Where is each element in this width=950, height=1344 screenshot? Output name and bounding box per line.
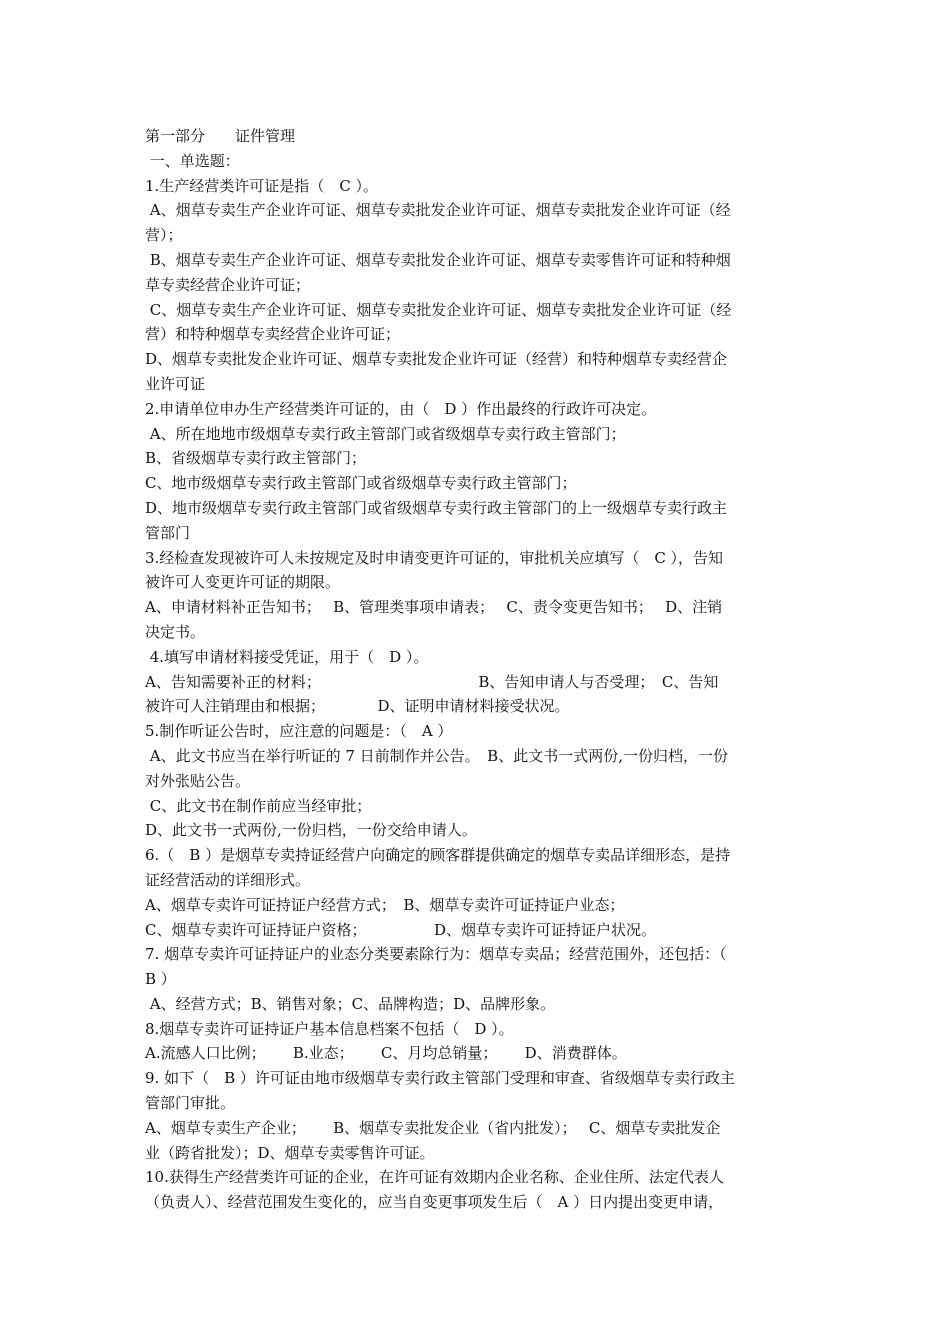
text-line: A.流感人口比例； B.业态； C、月均总销量； D、消费群体。 bbox=[145, 1044, 627, 1063]
text-line: A、此文书应当在举行听证的 7 日前制作并公告。 B、此文书一式两份,一份归档，一份 bbox=[145, 746, 728, 765]
text-line: D、地市级烟草专卖行政主管部门或省级烟草专卖行政主管部门的上一级烟草专卖行政主 bbox=[145, 498, 728, 517]
text-line: 业许可证 bbox=[145, 374, 206, 393]
text-line: A、所在地地市级烟草专卖行政主管部门或省级烟草专卖行政主管部门； bbox=[145, 424, 626, 443]
text-line: D、此文书一式两份,一份归档，一份交给申请人。 bbox=[145, 821, 477, 840]
text-line: 营）和特种烟草专卖经营企业许可证； bbox=[145, 325, 401, 344]
text-line: A、申请材料补正告知书； B、管理类事项申请表； C、责令变更告知书； D、注销 bbox=[145, 598, 723, 617]
text-line: 营）； bbox=[145, 226, 183, 245]
text-line: B、烟草专卖生产企业许可证、烟草专卖批发企业许可证、烟草专卖零售许可证和特种烟 bbox=[145, 250, 731, 269]
text-line: C、地市级烟草专卖行政主管部门或省级烟草专卖行政主管部门； bbox=[145, 474, 577, 493]
text-line: 被许可人变更许可证的期限。 bbox=[145, 573, 341, 592]
text-line: 10.获得生产经营类许可证的企业，在许可证有效期内企业名称、企业住所、法定代表人 bbox=[145, 1168, 724, 1187]
text-line: A、烟草专卖生产企业许可证、烟草专卖批发企业许可证、烟草专卖批发企业许可证（经 bbox=[145, 201, 731, 220]
text-line: C、此文书在制作前应当经审批； bbox=[145, 796, 372, 815]
text-line: 决定书。 bbox=[145, 622, 206, 641]
text-line: A、告知需要补正的材料； B、告知申请人与否受理； C、告知 bbox=[145, 672, 719, 691]
text-line: B ） bbox=[145, 970, 176, 989]
text-line: B、省级烟草专卖行政主管部门； bbox=[145, 449, 367, 468]
part-heading: 第一部分 证件管理 bbox=[145, 127, 296, 145]
text-line: 证经营活动的详细形式。 bbox=[145, 870, 311, 889]
section-heading: 一、单选题： bbox=[145, 151, 240, 170]
text-line: C、烟草专卖生产企业许可证、烟草专卖批发企业许可证、烟草专卖批发企业许可证（经 bbox=[145, 300, 732, 319]
text-line: 3.经检查发现被许可人未按规定及时申请变更许可证的，审批机关应填写（ C ），告知 bbox=[145, 548, 724, 567]
text-line: A、烟草专卖生产企业； B、烟草专卖批发企业（省内批发）； C、烟草专卖批发企 bbox=[145, 1118, 721, 1137]
text-line: 业（跨省批发）；D、烟草专卖零售许可证。 bbox=[145, 1143, 435, 1162]
text-line: 被许可人注销理由和根据； D、证明申请材料接受状况。 bbox=[145, 697, 570, 716]
text-line: 管部门审批。 bbox=[145, 1094, 236, 1113]
text-line: 管部门 bbox=[145, 523, 191, 542]
text-line: A、烟草专卖许可证持证户经营方式； B、烟草专卖许可证持证户业态； bbox=[145, 895, 625, 914]
text-line: 对外张贴公告。 bbox=[145, 771, 251, 790]
text-line: 9. 如下（ B ）许可证由地市级烟草专卖行政主管部门受理和审查、省级烟草专卖行政主 bbox=[145, 1069, 735, 1088]
text-line: 4.填写申请材料接受凭证，用于（ D ）。 bbox=[145, 647, 429, 666]
document-body bbox=[145, 124, 807, 1215]
text-line: 7. 烟草专卖许可证持证户的业态分类要素除行为：烟草专卖品；经营范围外，还包括：（ bbox=[145, 945, 727, 964]
text-line: 5.制作听证公告时，应注意的问题是：（ A ） bbox=[145, 722, 453, 741]
text-line: A、经营方式；B、销售对象；C、品牌构造；D、品牌形象。 bbox=[145, 994, 556, 1013]
text-line: （负责人）、经营范围发生变化的，应当自变更事项发生后（ A ）日内提出变更申请， bbox=[145, 1193, 724, 1212]
text-line: 6.（ B ）是烟草专卖持证经营户向确定的顾客群提供确定的烟草专卖品详细形态，是持 bbox=[145, 846, 731, 865]
question-list bbox=[145, 174, 807, 1215]
text-line: 草专卖经营企业许可证； bbox=[145, 275, 311, 294]
text-line: 1.生产经营类许可证是指（ C ）。 bbox=[145, 176, 379, 195]
text-line: C、烟草专卖许可证持证户资格； D、烟草专卖许可证持证户状况。 bbox=[145, 920, 657, 939]
text-line: D、烟草专卖批发企业许可证、烟草专卖批发企业许可证（经营）和特种烟草专卖经营企 bbox=[145, 350, 728, 369]
text-line: 8.烟草专卖许可证持证户基本信息档案不包括（ D ）。 bbox=[145, 1019, 514, 1038]
text-line: 2.申请单位申办生产经营类许可证的，由（ D ）作出最终的行政许可决定。 bbox=[145, 399, 657, 418]
